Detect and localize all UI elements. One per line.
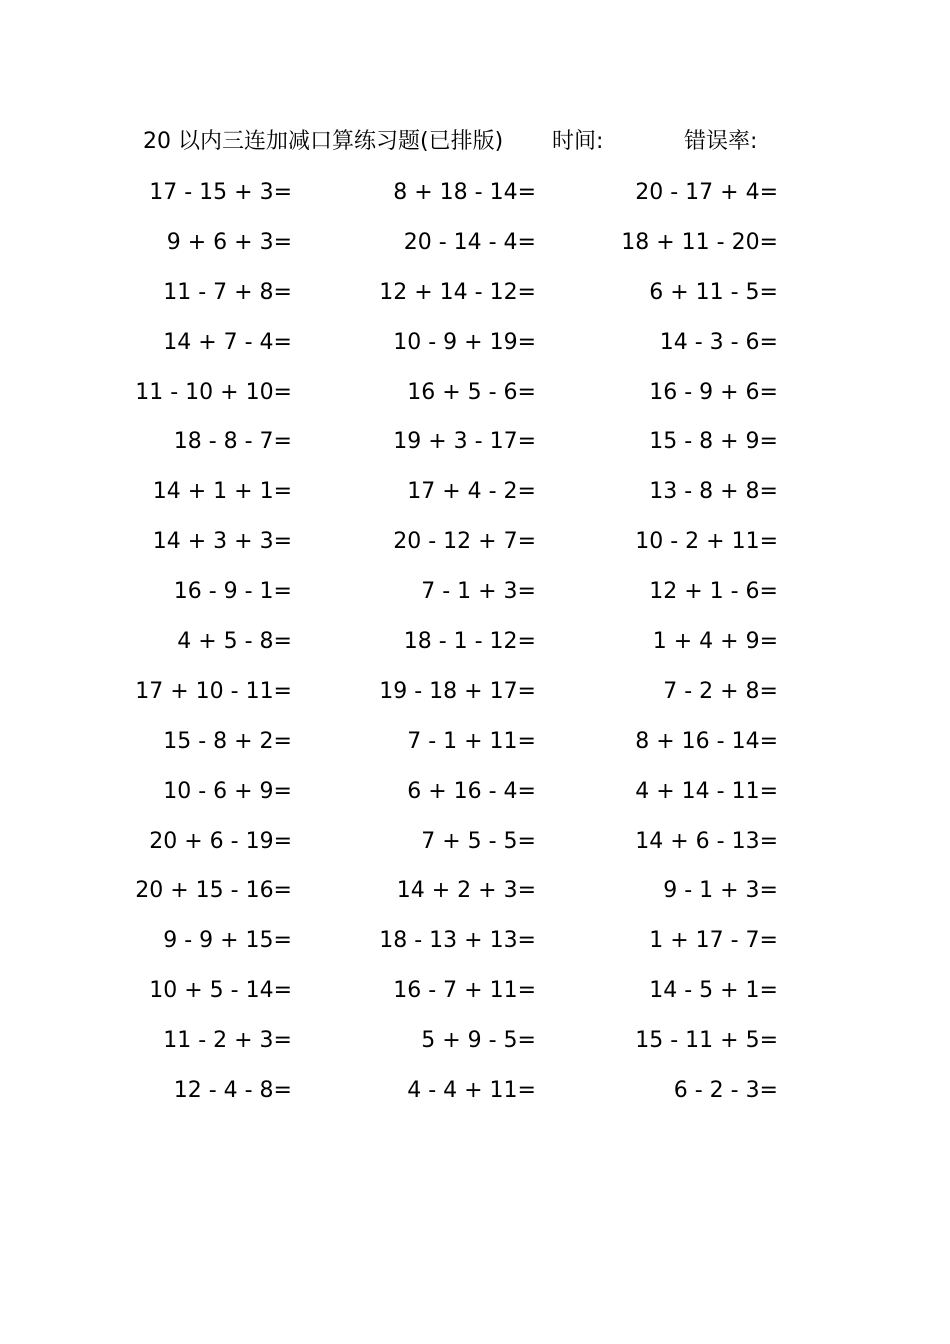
arithmetic-problem: 14 + 1 + 1= [152, 479, 292, 505]
arithmetic-problem: 20 - 17 + 4= [635, 180, 778, 205]
problem-row [0, 774, 950, 824]
problem-row [0, 474, 950, 524]
arithmetic-problem: 19 - 18 + 17= [379, 678, 536, 704]
arithmetic-problem: 18 + 11 - 20= [621, 229, 778, 255]
arithmetic-problem: 6 + 11 - 5= [649, 279, 778, 305]
problem-row [0, 225, 950, 275]
problem-row [0, 1023, 950, 1073]
arithmetic-problem: 20 - 14 - 4= [403, 229, 536, 255]
arithmetic-problem: 20 + 6 - 19= [149, 828, 292, 854]
arithmetic-problem: 6 - 2 - 3= [673, 1078, 778, 1104]
arithmetic-problem: 7 - 1 + 3= [421, 579, 536, 605]
problem-row [0, 873, 950, 923]
arithmetic-problem: 10 - 6 + 9= [163, 778, 292, 804]
arithmetic-problem: 17 + 4 - 2= [407, 479, 536, 505]
problem-grid [0, 175, 950, 1123]
worksheet-title: 20 以内三连加减口算练习题(已排版) [143, 129, 504, 154]
arithmetic-problem: 6 + 16 - 4= [407, 778, 536, 804]
problem-row [0, 973, 950, 1023]
arithmetic-problem: 15 - 11 + 5= [635, 1028, 778, 1054]
arithmetic-problem: 9 + 6 + 3= [166, 229, 292, 255]
problem-row [0, 724, 950, 774]
arithmetic-problem: 7 - 2 + 8= [663, 678, 778, 704]
arithmetic-problem: 17 - 15 + 3= [149, 180, 292, 205]
arithmetic-problem: 15 - 8 + 9= [649, 429, 778, 455]
worksheet-header [143, 124, 793, 160]
problem-row [0, 1073, 950, 1123]
arithmetic-problem: 5 + 9 - 5= [421, 1028, 536, 1054]
problem-row [0, 175, 950, 225]
arithmetic-problem: 19 + 3 - 17= [393, 429, 536, 455]
arithmetic-problem: 16 - 9 + 6= [649, 379, 778, 405]
arithmetic-problem: 1 + 17 - 7= [649, 928, 778, 954]
arithmetic-problem: 4 + 14 - 11= [635, 778, 778, 804]
arithmetic-problem: 16 - 9 - 1= [173, 579, 292, 605]
arithmetic-problem: 14 - 3 - 6= [659, 329, 778, 355]
arithmetic-problem: 12 - 4 - 8= [173, 1078, 292, 1104]
problem-row [0, 424, 950, 474]
arithmetic-problem: 7 - 1 + 11= [407, 728, 536, 754]
arithmetic-problem: 14 + 6 - 13= [635, 828, 778, 854]
arithmetic-problem: 10 + 5 - 14= [149, 978, 292, 1004]
arithmetic-problem: 20 + 15 - 16= [135, 878, 292, 904]
arithmetic-problem: 16 + 5 - 6= [407, 379, 536, 405]
problem-row [0, 574, 950, 624]
arithmetic-problem: 8 + 16 - 14= [635, 728, 778, 754]
problem-row [0, 824, 950, 874]
time-label: 时间: [552, 129, 604, 154]
arithmetic-problem: 16 - 7 + 11= [393, 978, 536, 1004]
arithmetic-problem: 13 - 8 + 8= [649, 479, 778, 505]
problem-row [0, 923, 950, 973]
problem-row [0, 674, 950, 724]
error-rate-label: 错误率: [684, 129, 758, 154]
problem-row [0, 275, 950, 325]
arithmetic-problem: 14 + 3 + 3= [152, 529, 292, 555]
arithmetic-problem: 14 - 5 + 1= [649, 978, 778, 1004]
arithmetic-problem: 11 - 10 + 10= [135, 379, 292, 405]
arithmetic-problem: 10 - 9 + 19= [393, 329, 536, 355]
arithmetic-problem: 9 - 1 + 3= [663, 878, 778, 904]
arithmetic-problem: 14 + 2 + 3= [396, 878, 536, 904]
arithmetic-problem: 18 - 13 + 13= [379, 928, 536, 954]
arithmetic-problem: 10 - 2 + 11= [635, 529, 778, 555]
arithmetic-problem: 14 + 7 - 4= [163, 329, 292, 355]
arithmetic-problem: 8 + 18 - 14= [393, 180, 536, 205]
arithmetic-problem: 9 - 9 + 15= [163, 928, 292, 954]
arithmetic-problem: 11 - 2 + 3= [163, 1028, 292, 1054]
arithmetic-problem: 1 + 4 + 9= [652, 629, 778, 655]
problem-row [0, 375, 950, 425]
problem-row [0, 624, 950, 674]
arithmetic-problem: 18 - 8 - 7= [173, 429, 292, 455]
arithmetic-problem: 7 + 5 - 5= [421, 828, 536, 854]
arithmetic-problem: 12 + 14 - 12= [379, 279, 536, 305]
problem-row [0, 524, 950, 574]
arithmetic-problem: 4 - 4 + 11= [407, 1078, 536, 1104]
arithmetic-problem: 20 - 12 + 7= [393, 529, 536, 555]
arithmetic-problem: 11 - 7 + 8= [163, 279, 292, 305]
arithmetic-problem: 4 + 5 - 8= [177, 629, 292, 655]
arithmetic-problem: 18 - 1 - 12= [403, 629, 536, 655]
arithmetic-problem: 15 - 8 + 2= [163, 728, 292, 754]
arithmetic-problem: 12 + 1 - 6= [649, 579, 778, 605]
problem-row [0, 325, 950, 375]
arithmetic-problem: 17 + 10 - 11= [135, 678, 292, 704]
